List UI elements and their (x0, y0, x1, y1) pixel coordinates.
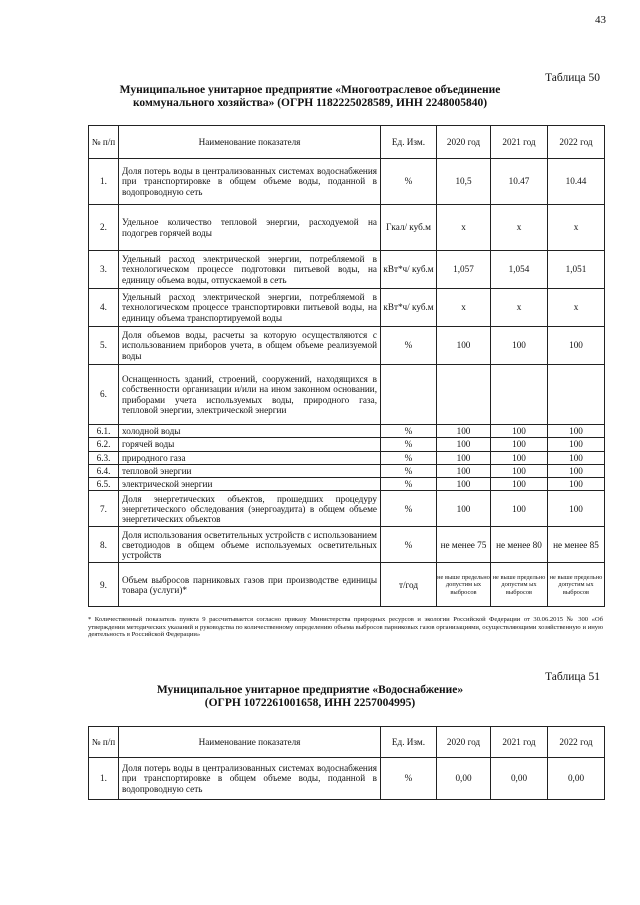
table-row (89, 425, 605, 438)
row-name: природного газа (119, 451, 381, 464)
row-name: Доля использования осветительных устройств с использованием светодиодов в общем объеме используемых осветительных устройств (119, 527, 381, 563)
row-unit: кВт*ч/ куб.м (381, 251, 437, 289)
row-2022: 100 (548, 451, 605, 464)
row-name: Доля объемов воды, расчеты за которую осуществляются с использованием приборов учета, в общем объеме реализуемой воды (119, 327, 381, 365)
row-unit: т/год (381, 563, 437, 607)
row-num: 6.4. (89, 464, 119, 477)
row-2021: x (491, 205, 548, 251)
row-unit: % (381, 438, 437, 451)
row-name: Удельный расход электрической энергии, потребляемой в технологическом процессе подготовки питьевой воды, на единицу объема воды, отпускаемой в сеть (119, 251, 381, 289)
row-2022: 100 (548, 425, 605, 438)
row-2021: 100 (491, 425, 548, 438)
row-name: горячей воды (119, 438, 381, 451)
row-num: 1. (89, 159, 119, 205)
row-2020: 0,00 (437, 758, 491, 800)
row-2022: 100 (548, 438, 605, 451)
row-2020: 10,5 (437, 159, 491, 205)
row-2020: не выше предельно допустим ых выбросов (437, 563, 491, 607)
row-unit: % (381, 478, 437, 491)
table-row (89, 365, 605, 425)
header-2021: 2021 год (491, 126, 548, 159)
header-num: № п/п (89, 727, 119, 758)
table-header-row (89, 126, 605, 159)
table-50-title-line1: Муниципальное унитарное предприятие «Многоотраслевое объединение (119, 84, 501, 96)
row-2021: 100 (491, 327, 548, 365)
row-2020: 100 (437, 327, 491, 365)
row-num: 5. (89, 327, 119, 365)
table-row (89, 251, 605, 289)
table-row (89, 478, 605, 491)
table-row (89, 438, 605, 451)
row-2020: 100 (437, 491, 491, 527)
row-2022: 1,051 (548, 251, 605, 289)
header-unit: Ед. Изм. (381, 126, 437, 159)
row-num: 6. (89, 365, 119, 425)
header-num: № п/п (89, 126, 119, 159)
row-unit: % (381, 464, 437, 477)
header-unit: Ед. Изм. (381, 727, 437, 758)
row-2022: не менее 85 (548, 527, 605, 563)
table-row (89, 205, 605, 251)
row-2020: 100 (437, 478, 491, 491)
table-row (89, 159, 605, 205)
row-unit: % (381, 758, 437, 800)
row-2021: 0,00 (491, 758, 548, 800)
row-num: 7. (89, 491, 119, 527)
row-num: 3. (89, 251, 119, 289)
row-num: 6.2. (89, 438, 119, 451)
row-num: 6.3. (89, 451, 119, 464)
row-2021: 100 (491, 451, 548, 464)
row-2021: 100 (491, 464, 548, 477)
row-name: Объем выбросов парниковых газов при производстве единицы товара (услуги)* (119, 563, 381, 607)
header-2020: 2020 год (437, 126, 491, 159)
row-unit: Гкал/ куб.м (381, 205, 437, 251)
table-51-title-line2: (ОГРН 1072261001658, ИНН 2257004995) (204, 697, 416, 709)
row-unit: % (381, 451, 437, 464)
row-unit (381, 365, 437, 425)
row-2020: 100 (437, 451, 491, 464)
row-2021: 10.47 (491, 159, 548, 205)
row-2020: 1,057 (437, 251, 491, 289)
row-name: Доля энергетических объектов, прошедших процедуру энергетического обследования (энергоаудита) в общем объеме энергетических объектов (119, 491, 381, 527)
table-row (89, 289, 605, 327)
row-2020 (437, 365, 491, 425)
row-unit: % (381, 491, 437, 527)
header-2022: 2022 год (548, 727, 605, 758)
row-name: электрической энергии (119, 478, 381, 491)
row-num: 6.1. (89, 425, 119, 438)
row-name: Доля потерь воды в централизованных системах водоснабжения при транспортировке в общем объеме воды, поданной в водопроводную сеть (119, 758, 381, 800)
row-2021: 100 (491, 491, 548, 527)
header-2022: 2022 год (548, 126, 605, 159)
row-num: 6.5. (89, 478, 119, 491)
row-name: Удельный расход электрической энергии, потребляемой в технологическом процессе транспортировки питьевой воды, на единицу объема транспортируемой воды (119, 289, 381, 327)
table-50-title-line2: коммунального хозяйства» (ОГРН 1182225028589, ИНН 2248005840) (132, 97, 488, 109)
row-2020: 100 (437, 425, 491, 438)
row-name: холодной воды (119, 425, 381, 438)
row-unit: % (381, 327, 437, 365)
row-unit: % (381, 527, 437, 563)
row-2020: 100 (437, 438, 491, 451)
table-header-row (89, 727, 605, 758)
row-2021: не менее 80 (491, 527, 548, 563)
table-51-title (90, 684, 530, 710)
table-row (89, 563, 605, 607)
row-num: 8. (89, 527, 119, 563)
row-2022: 0,00 (548, 758, 605, 800)
table-row (89, 464, 605, 477)
row-name: тепловой энергии (119, 464, 381, 477)
row-2022: 10.44 (548, 159, 605, 205)
table-51-caption: Таблица 51 (545, 671, 600, 683)
row-unit: % (381, 425, 437, 438)
row-num: 2. (89, 205, 119, 251)
table-row (89, 527, 605, 563)
row-2022: 100 (548, 491, 605, 527)
row-2021: 100 (491, 438, 548, 451)
row-name: Оснащенность зданий, строений, сооружений, находящихся в собственности организации и/или на ином законном основании, приборами учета используемых воды, природного газа, тепловой энергии, электрической энергии (119, 365, 381, 425)
table-row (89, 491, 605, 527)
row-2022: 100 (548, 478, 605, 491)
row-num: 1. (89, 758, 119, 800)
row-2022: 100 (548, 327, 605, 365)
table-row (89, 758, 605, 800)
row-2020: не менее 75 (437, 527, 491, 563)
row-unit: % (381, 159, 437, 205)
row-num: 9. (89, 563, 119, 607)
row-2021: не выше предельно допустим ых выбросов (491, 563, 548, 607)
table-51-title-line1: Муниципальное унитарное предприятие «Водоснабжение» (156, 684, 464, 696)
row-2021: x (491, 289, 548, 327)
row-name: Удельное количество тепловой энергии, расходуемой на подогрев горячей воды (119, 205, 381, 251)
row-2022: 100 (548, 464, 605, 477)
row-name: Доля потерь воды в централизованных системах водоснабжения при транспортировке в общем объеме воды, поданной в водопроводную сеть (119, 159, 381, 205)
table-row (89, 327, 605, 365)
table-51 (88, 726, 605, 800)
row-2022: не выше предельно допустим ых выбросов (548, 563, 605, 607)
row-2022 (548, 365, 605, 425)
header-2020: 2020 год (437, 727, 491, 758)
header-name: Наименование показателя (119, 727, 381, 758)
header-name: Наименование показателя (119, 126, 381, 159)
row-2022: x (548, 205, 605, 251)
page-number: 43 (595, 14, 606, 26)
table-50 (88, 125, 605, 607)
row-2021 (491, 365, 548, 425)
row-2020: x (437, 289, 491, 327)
row-2021: 100 (491, 478, 548, 491)
row-2022: x (548, 289, 605, 327)
row-2021: 1,054 (491, 251, 548, 289)
header-2021: 2021 год (491, 727, 548, 758)
table-50-title (90, 84, 530, 110)
row-2020: x (437, 205, 491, 251)
row-num: 4. (89, 289, 119, 327)
table-50-caption: Таблица 50 (545, 72, 600, 84)
table-row (89, 451, 605, 464)
row-unit: кВт*ч/ куб.м (381, 289, 437, 327)
table-50-footnote: * Количественный показатель пункта 9 рассчитывается согласно приказу Министерства природных ресурсов и экологии Российской Федерации от 30.06.2015 № 300 «Об утверждении методических указаний и руководства по количественному определению объема выбросов парниковых газов организациями, осуществляющими хозяйственную и иную деятельность в Российской Федерации» (88, 616, 603, 639)
row-2020: 100 (437, 464, 491, 477)
